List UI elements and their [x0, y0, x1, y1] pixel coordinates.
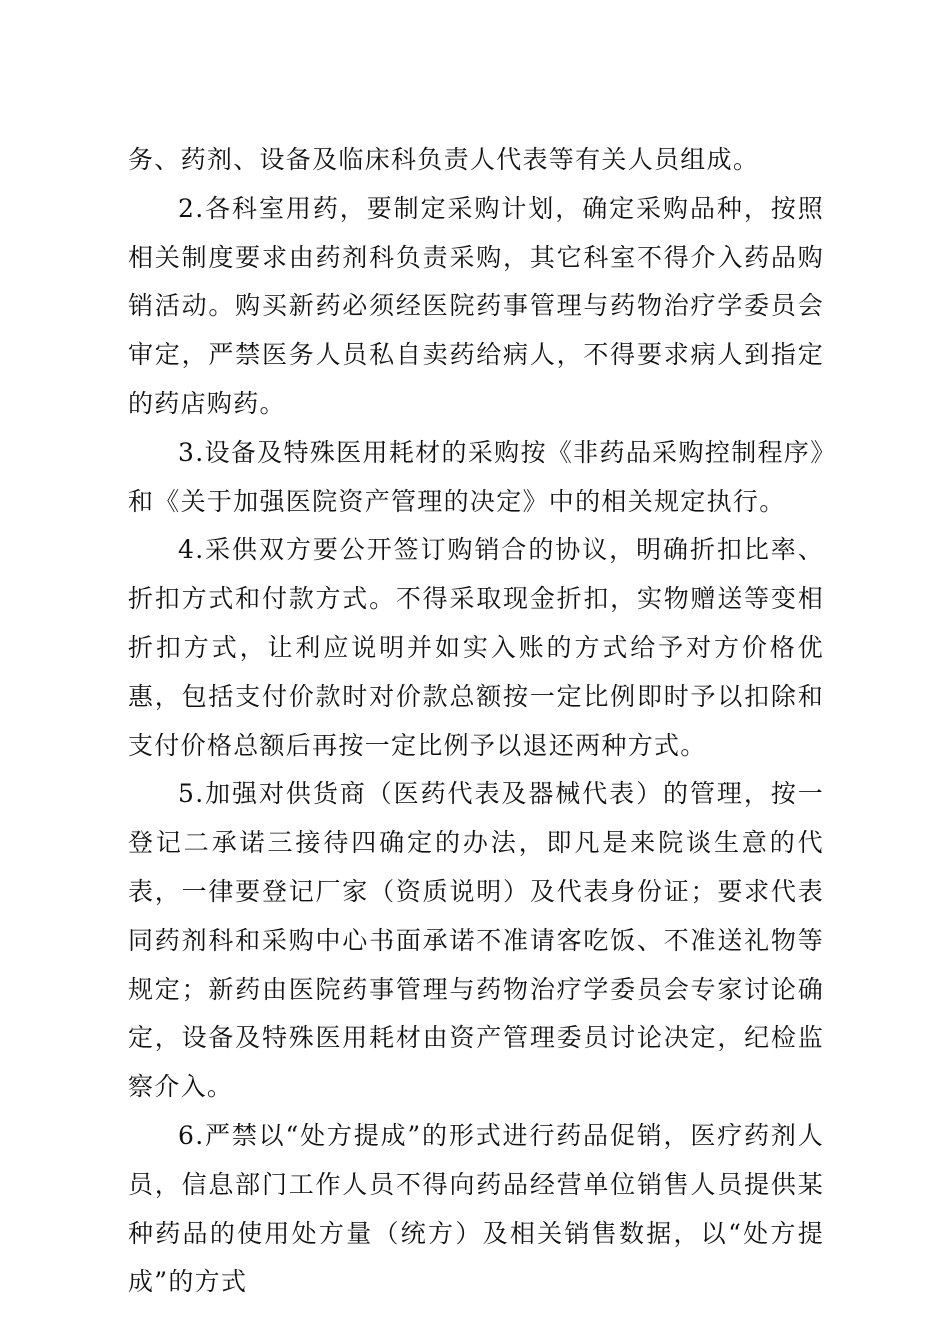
paragraph-item-5: 5.加强对供货商（医药代表及器械代表）的管理，按一登记二承诺三接待四确定的办法，即凡是来院谈生意的代表，一律要登记厂家（资质说明）及代表身份证；要求代表同药剂科和采购中心书面承诺不准请客吃饭、不准送礼物等规定；新药由医院药事管理与药物治疗学委员会专家讨论确定，设备及特殊医用耗材由资产管理委员讨论决定，纪检监察介入。: [128, 779, 824, 1102]
paragraph-item-2: 2.各科室用药，要制定采购计划，确定采购品种，按照相关制度要求由药剂科负责采购，其它科室不得介入药品购销活动。购买新药必须经医院药事管理与药物治疗学委员会审定，严禁医务人员私自卖药给病人，不得要求病人到指定的药店购药。: [128, 193, 824, 418]
paragraph-item-4: 4.采供双方要公开签订购销合的协议，明确折扣比率、折扣方式和付款方式。不得采取现金折扣，实物赠送等变相折扣方式，让利应说明并如实入账的方式给予对方价格优惠，包括支付价款时对价款总额按一定比例即时予以扣除和支付价格总额后再按一定比例予以退还两种方式。: [128, 535, 824, 760]
paragraph-item-6: 6.严禁以“处方提成”的形式进行药品促销，医疗药剂人员，信息部门工作人员不得向药品经营单位销售人员提供某种药品的使用处方量（统方）及相关销售数据，以“处方提成”的方式: [128, 1120, 824, 1297]
document-body: [128, 136, 824, 1307]
paragraph-item-3: 3.设备及特殊医用耗材的采购按《非药品采购控制程序》和《关于加强医院资产管理的决定》中的相关规定执行。: [128, 437, 824, 516]
paragraph-continuation: 务、药剂、设备及临床科负责人代表等有关人员组成。: [128, 145, 760, 174]
